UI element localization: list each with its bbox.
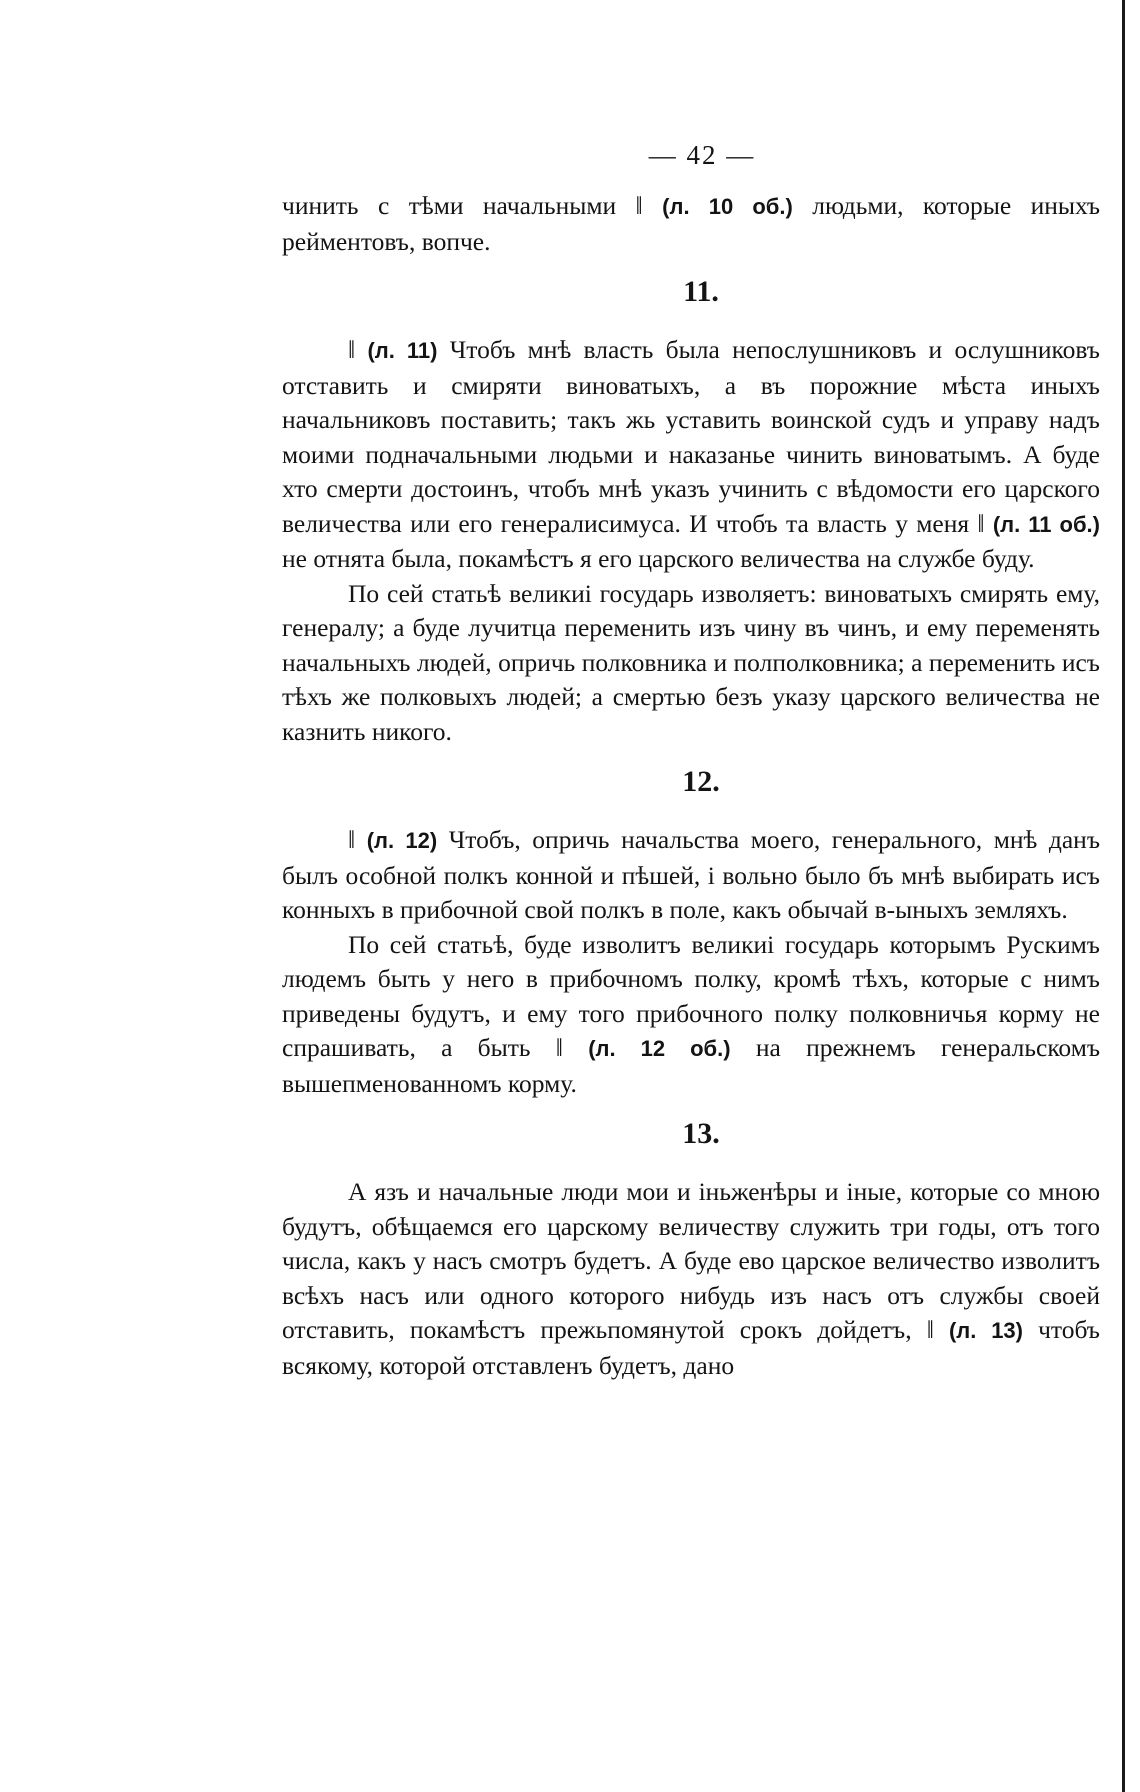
page-number: — 42 — <box>648 140 756 170</box>
section-number: 12. <box>682 765 720 798</box>
folio-reference: (л. 11) <box>367 338 438 363</box>
paragraph-text: чинить с тѣми начальными ‖ <box>282 191 663 220</box>
paragraph-text: Чтобъ, опричь начальства моего, генерального, мнѣ данъ былъ особной полкъ конной и пѣшей, і вольно было бъ мнѣ выбирать исъ конныхъ в прибочной свой полкъ в поле, какъ обычай в-ыныхъ земляхъ. <box>282 825 1101 924</box>
paragraph-text: людьми, которые иныхъ рейментовъ, вопче. <box>282 191 1101 256</box>
section-number: 11. <box>683 275 719 308</box>
paragraph-text: не отнята была, покамѣстъ я его царского величества на службе буду. <box>282 544 1035 573</box>
paragraph-text: на прежнемъ генеральскомъ вышепменованномъ корму. <box>282 1033 1101 1098</box>
paragraph <box>282 823 1100 928</box>
folio-reference: (л. 10 об.) <box>662 194 793 219</box>
paragraph-text: А язъ и начальные люди мои и іньженѣры и іные, которые со мною будутъ, обѣщаемся его царскому величеству служить три годы, отъ того числа, какъ у насъ смотръ будетъ. А буде ево царское величество изволитъ всѣхъ насъ или одного которого нибудь изъ насъ отъ службы своей отставить, покамѣстъ прежьпомянутой срокъ дойдетъ, ‖ <box>282 1177 1100 1344</box>
section-number: 13. <box>682 1117 720 1150</box>
paragraph-text: ‖ <box>348 335 368 364</box>
paragraph <box>282 189 1100 259</box>
folio-reference: (л. 11 об.) <box>992 511 1100 537</box>
paragraph-text: По сей статьѣ великиі государь изволяетъ: виноватыхъ смирять ему, генералу; а буде лучитца переменить изъ чину въ чинъ, и ему переменять начальныхъ людей, опричь полковника и полполковника; а переменить исъ тѣхъ же полковыхъ людей; а смертью безъ указу царского величества не казнить никого. <box>282 578 1100 746</box>
page-edge-line <box>1122 0 1125 1792</box>
paragraph-text: Чтобъ мнѣ власть была непослушниковъ и ослушниковъ отставить и смиряти виноватыхъ, а въ порожние мѣста иныхъ начальниковъ поставить; такъ жь уставить воинской судъ и управу надъ моими подначальными людьми и наказанье чинить виноватымъ. А буде хто смерти достоинъ, чтобъ мнѣ указъ учинить с вѣдомости его царского величества или его генералисимуса. И чтобъ та власть у меня ‖ <box>282 335 1100 538</box>
paragraph <box>282 928 1100 1102</box>
paragraph <box>282 333 1100 577</box>
paragraph-text: По сей статьѣ, буде изволитъ великиі государь которымъ Рускимъ людемъ быть у него в прибочномъ полку, кромѣ тѣхъ, которые с нимъ приведены будутъ, и ему того прибочного полку полковничья корму не спрашивать, а быть ‖ <box>282 929 1100 1062</box>
paragraph <box>282 1175 1100 1383</box>
folio-reference: (л. 12 об.) <box>588 1036 731 1061</box>
folio-reference: (л. 13) <box>948 1318 1023 1343</box>
document-page <box>282 140 1100 1383</box>
paragraph <box>282 577 1100 750</box>
document-body <box>282 189 1100 1383</box>
paragraph-text: чтобъ всякому, которой отставленъ будетъ, дано <box>282 1315 1100 1380</box>
paragraph-text: ‖ <box>348 825 367 854</box>
folio-reference: (л. 12) <box>366 828 438 853</box>
